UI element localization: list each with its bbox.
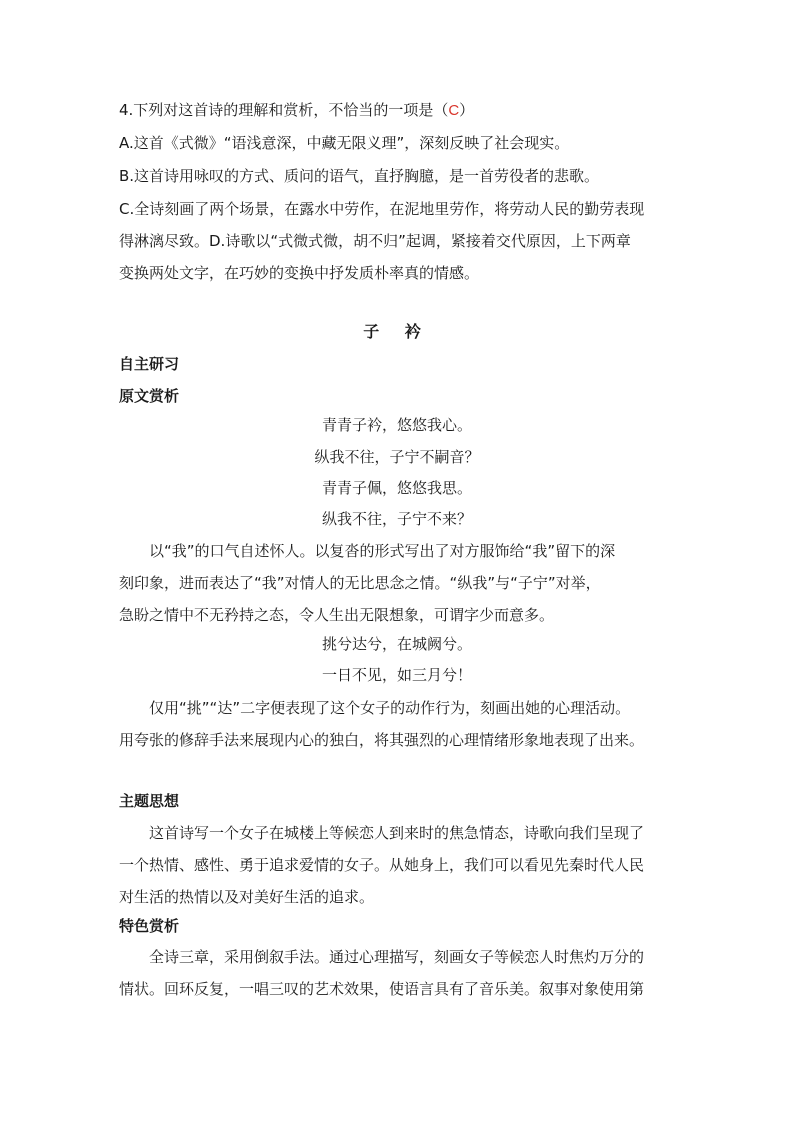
theme-line: 这首诗写一个女子在城楼上等候恋人到来时的焦急情态，诗歌向我们呈现了 [149,824,645,842]
poem-line: 纵我不往，子宁不来？ [321,510,472,528]
option-b: B.这首诗用咏叹的方式、质问的语气，直抒胸臆，是一首劳役者的悲歌。 [119,167,600,185]
section-self-study: 自主研习 [119,355,180,373]
section-theme: 主题思想 [119,792,180,810]
question-stem [119,100,474,121]
theme-line: 对生活的热情以及对美好生活的追求。 [119,888,375,906]
answer-mark: C [448,102,460,119]
poem-line: 青青子衿，悠悠我心。 [321,416,472,434]
note-paragraph-line: 仅用“挑”“达”二字便表现了这个女子的动作行为，刻画出她的心理活动。 [149,699,631,717]
features-line: 全诗三章，采用倒叙手法。通过心理描写，刻画女子等候恋人时焦灼万分的 [149,948,645,966]
poem-line: 纵我不往，子宁不嗣音？ [314,448,480,466]
option-c: C.全诗刻画了两个场景，在露水中劳作，在泥地里劳作，将劳动人民的勤劳表现 [119,200,645,218]
poem-line: 青青子佩，悠悠我思。 [321,479,472,497]
section-features: 特色赏析 [119,917,180,935]
question-stem-close: ） [459,101,475,119]
theme-line: 一个热情、感性、勇于追求爱情的女子。从她身上，我们可以看见先秦时代人民 [119,856,645,874]
note-paragraph-line: 刻印象，进而表达了“我”对情人的无比思念之情。“纵我”与“子宁”对举， [119,574,601,592]
features-line: 情状。回环反复，一唱三叹的艺术效果，使语言具有了音乐美。叙事对象使用第 [119,980,645,998]
poem-line: 挑兮达兮，在城阙兮。 [321,635,472,653]
poem-title: 子 衿 [363,322,431,341]
option-a: A.这首《式微》“语浅意深，中藏无限义理”，深刻反映了社会现实。 [119,134,570,152]
poem-line: 一日不见，如三月兮！ [321,666,472,684]
option-d-cont: 变换两处文字，在巧妙的变换中抒发质朴率真的情感。 [119,264,480,282]
option-c-cont: 得淋漓尽致。D.诗歌以“式微式微，胡不归”起调，紧接着交代原因，上下两章 [119,232,631,250]
note-paragraph-line: 用夸张的修辞手法来展现内心的独白，将其强烈的心理情绪形象地表现了出来。 [119,731,645,749]
question-stem-text: 4.下列对这首诗的理解和赏析，不恰当的一项是（ [119,101,449,119]
note-paragraph-line: 急盼之情中不无矜持之态，令人生出无限想象，可谓字少而意多。 [119,606,555,624]
section-appreciation: 原文赏析 [119,387,180,405]
note-paragraph-line: 以“我”的口气自述怀人。以复沓的形式写出了对方服饰给“我”留下的深 [149,542,616,560]
